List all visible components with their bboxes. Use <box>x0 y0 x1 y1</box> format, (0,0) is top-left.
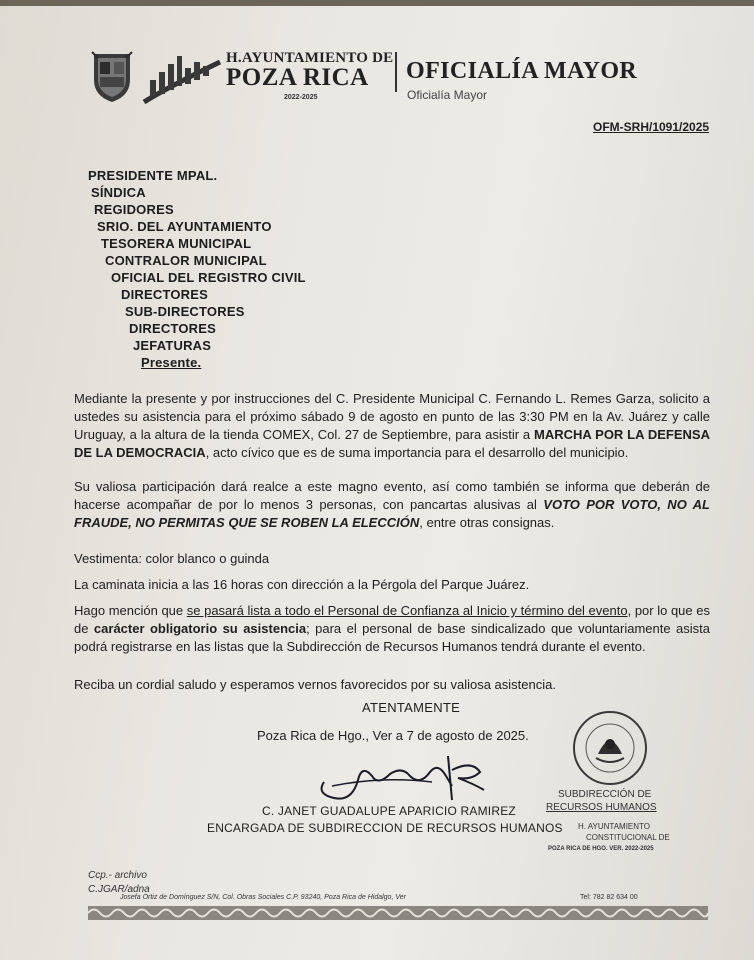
recipient-line: SÍNDICA <box>91 185 146 200</box>
footer-phone: Tel: 782 82 634 00 <box>580 894 638 901</box>
dress-code: Vestimenta: color blanco o guinda <box>74 551 270 566</box>
header-city-name: POZA RICA <box>226 64 369 91</box>
official-seal-icon <box>570 708 650 788</box>
municipal-shield-icon <box>90 50 134 104</box>
document-reference: OFM-SRH/1091/2025 <box>593 120 710 134</box>
copy-note: Ccp.- archivo <box>88 870 147 881</box>
signer-name: C. JANET GUADALUPE APARICIO RAMIREZ <box>262 804 516 818</box>
header-divider <box>395 52 397 92</box>
header-council-label: H.AYUNTAMIENTO DE <box>226 50 394 66</box>
recipient-line: PRESIDENTE MPAL. <box>88 168 218 183</box>
recipient-line: CONTRALOR MUNICIPAL <box>105 253 267 268</box>
city-skyline-logo <box>140 52 224 106</box>
recipient-line: SUB-DIRECTORES <box>125 304 245 319</box>
header-office-subtitle: Oficialía Mayor <box>407 88 488 102</box>
recipient-line: OFICIAL DEL REGISTRO CIVIL <box>111 270 306 285</box>
decorative-border <box>88 906 708 920</box>
stamp-text: POZA RICA DE HGO. VER. 2022-2025 <box>548 846 654 852</box>
author-initials: C.JGAR/adna <box>88 884 150 895</box>
stamp-text: H. AYUNTAMIENTO <box>578 822 651 831</box>
body-paragraph-1: Mediante la presente y por instrucciones del C. Presidente Municipal C. Fernando L. Remes Garza, solicito a ustedes su asistencia para el próximo sábado 9 de agosto en punto de las 3:30 PM en la Av. Juárez y calle Uruguay, a la altura de la tienda COMEX, Col. 27 de Septiembre, para asistir a MARCHA POR LA DEFENSA DE LA DEMOCRACIA, acto cívico que es de suma importancia para el desarrollo del municipio. <box>74 391 710 460</box>
recipient-line: DIRECTORES <box>121 287 208 302</box>
footer-address: Josefa Ortiz de Domínguez S/N, Col. Obras Sociales C.P. 93240, Poza Rica de Hidalgo, Ver <box>120 894 406 901</box>
recipient-line: REGIDORES <box>94 202 174 217</box>
stamp-text: RECURSOS HUMANOS <box>546 802 657 813</box>
header-office-title: OFICIALÍA MAYOR <box>406 58 638 84</box>
body-paragraph-2: Su valiosa participación dará realce a este magno evento, así como también se informa que deberán de hacerse acompañar de por lo menos 3 personas, con pancartas alusivas al VOTO POR VOTO, NO AL FRAUDE, NO PERMITAS QUE SE ROBEN LA ELECCIÓN, entre otras consignas. <box>74 479 710 530</box>
recipient-line: JEFATURAS <box>133 338 212 353</box>
header-years: 2022-2025 <box>284 94 318 101</box>
route-info: La caminata inicia a las 16 horas con dirección a la Pérgola del Parque Juárez. <box>74 577 530 592</box>
signer-title: ENCARGADA DE SUBDIRECCION DE RECURSOS HUMANOS <box>207 821 563 835</box>
stamp-text: CONSTITUCIONAL DE <box>586 833 670 842</box>
place-and-date: Poza Rica de Hgo., Ver a 7 de agosto de 2025. <box>257 728 529 743</box>
closing-word: ATENTAMENTE <box>362 700 461 715</box>
closing-greeting: Reciba un cordial saludo y esperamos vernos favorecidos por su valiosa asistencia. <box>74 677 556 692</box>
recipient-line: SRIO. DEL AYUNTAMIENTO <box>97 219 272 234</box>
salutation: Presente. <box>141 355 202 370</box>
document-page <box>0 6 754 960</box>
body-paragraph-5: Hago mención que se pasará lista a todo el Personal de Confianza al Inicio y término del evento, por lo que es de carácter obligatorio su asistencia; para el personal de base sindicalizado que voluntariamente asista podrá registrarse en las listas que la Subdirección de Recursos Humanos tendrá durante el evento. <box>74 603 710 654</box>
recipient-line: TESORERA MUNICIPAL <box>101 236 252 251</box>
stamp-text: SUBDIRECCIÓN DE <box>558 789 652 800</box>
recipient-line: DIRECTORES <box>129 321 216 336</box>
handwritten-signature <box>312 746 512 806</box>
